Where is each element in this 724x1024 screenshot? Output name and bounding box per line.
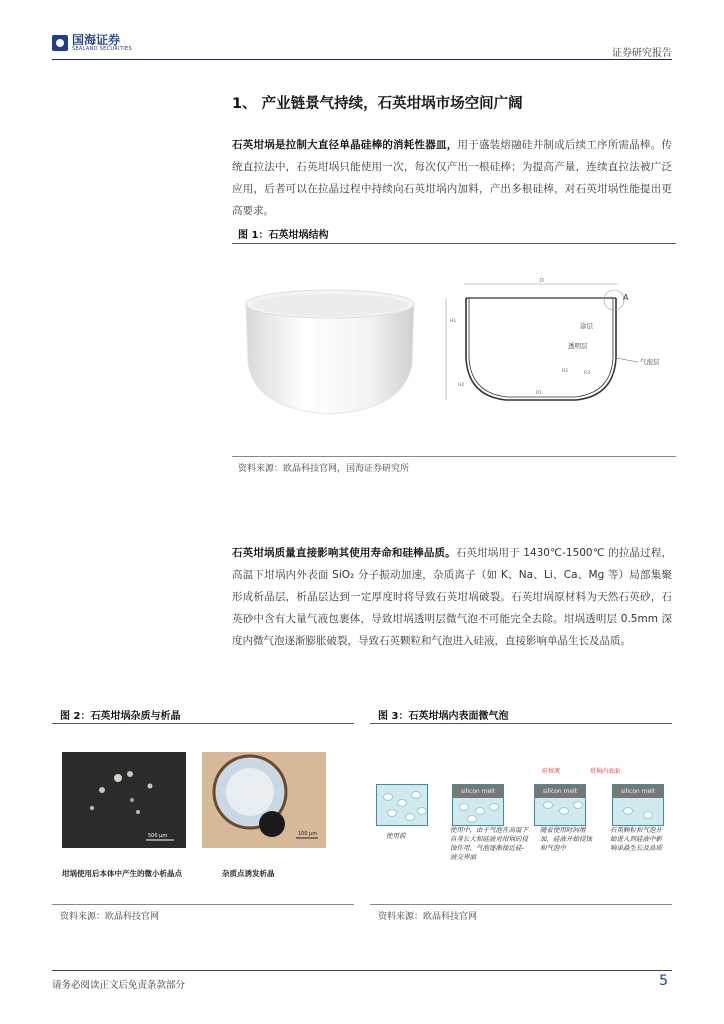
dim-r3-label: R3 [584,371,590,376]
figure-3-top-rule [370,723,672,724]
footer-disclaimer: 请务必阅读正文后免责条款部分 [52,980,186,991]
stage-2-note: 使用中，由于气泡在高温下自身长大和硅液对坩埚的侵蚀作用，气泡逐渐接近硅-液交界面 [450,826,528,861]
paragraph-1-text: 用于盛装熔融硅并制成后续工序所需晶棒。传统直拉法中，石英坩埚只能使用一次，每次仅产出一根硅棒；为提高产量，连续直拉法被广泛应用，后者可以在拉晶过程中持续向石英坩埚内加料，产出多根硅棒，对石英坩埚性能提出更高要求。 [232,139,673,217]
dim-r2-label: R2 [562,369,568,374]
stage-2-panel [452,784,504,826]
header-divider [52,59,672,60]
figure-1-title: 图 1：石英坩埚结构 [238,230,329,241]
logo-text-en: SEALAND SECURITIES [72,46,132,52]
figure-2-top-rule [52,723,354,724]
company-logo [52,34,132,52]
stage-1-note: 使用前 [386,832,406,840]
stage-4-panel [612,784,664,826]
stage-4-note: 石英颗粒和气泡开始进入到硅液中影响单晶生长及品质 [610,826,662,852]
footer-divider [52,970,672,971]
coating-label: 涂层 [580,322,593,330]
figure-2-caption-left: 坩埚使用后本体中产生的微小析晶点 [62,869,182,878]
scale-right: 100 μm [298,831,318,837]
bubble-layer-label: 气泡层 [640,358,660,366]
label-crucible-surface-red: 坩埚内表面 [590,768,621,775]
figure-2-bottom-rule [52,904,354,905]
figure-3-source: 资料来源：欧晶科技官网 [378,912,478,922]
stage-4-melt: silicon melt [613,785,663,798]
impurity-photo [202,752,326,848]
stage-3-panel [534,784,586,826]
dim-h2-label: H2 [458,383,465,388]
paragraph-2 [232,542,672,652]
paragraph-2-text: 石英坩埚用于 1430℃-1500℃ 的拉晶过程，高温下坩埚内外表面 SiO₂ 分子振动加速，杂质离子（如 K、Na、Li、Ca、Mg 等）局部集聚形成析晶层，析晶层达到一定厚度时将导致石英坩埚破裂。石英坩埚原材料为天然石英砂，石英砂中含有大量气液包裹体，导致坩埚透明层微气泡不可能完全去除。坩埚透明层 0.5mm 深度内微气泡逐渐膨胀破裂，导致石英颗粒和气泡进入硅液，直接影响单晶生长及品质。 [232,547,673,647]
report-type: 证券研究报告 [612,48,672,59]
detail-a-label: A [623,293,629,302]
transparent-layer-label: 透明层 [568,342,588,350]
stage-3-melt: silicon melt [535,785,585,798]
label-silicon-melt-red: 硅熔液 [542,768,561,775]
figure-2-source: 资料来源：欧晶科技官网 [60,912,160,922]
stage-3-note: 随着使用时间增加，硅液开始侵蚀和气泡中 [540,826,592,852]
figure-1-bottom-rule [232,456,676,457]
figure-2-title: 图 2：石英坩埚杂质与析晶 [60,711,181,722]
scale-left: 500 μm [148,833,168,839]
devitrification-photo [62,752,186,848]
figure-3-bottom-rule [370,904,672,905]
paragraph-1-bold: 石英坩埚是拉制大直径单晶硅棒的消耗性器皿， [232,139,458,151]
figure-1-top-rule [232,243,676,244]
paragraph-2-bold: 石英坩埚质量直接影响其使用寿命和硅棒品质。 [232,547,456,559]
logo-text-cn: 国海证券 [72,33,121,47]
paragraph-1 [232,134,672,222]
figure-3-title: 图 3：石英坩埚内表面微气泡 [378,711,509,722]
figure-2-caption-right: 杂质点诱发析晶 [222,869,275,878]
dim-d-label: D [540,278,544,284]
section-title: 1、 产业链景气持续，石英坩埚市场空间广阔 [232,96,523,112]
stage-1-panel [376,784,428,826]
page-number: 5 [659,973,668,989]
logo-icon [52,35,68,51]
figure-1-source: 资料来源：欧晶科技官网，国海证券研究所 [238,464,410,474]
dim-h1-label: H1 [450,319,457,324]
dim-r1-label: R1 [536,391,542,396]
stage-2-melt: silicon melt [453,785,503,798]
crucible-structure-diagram [436,276,661,426]
crucible-photo [238,282,423,424]
